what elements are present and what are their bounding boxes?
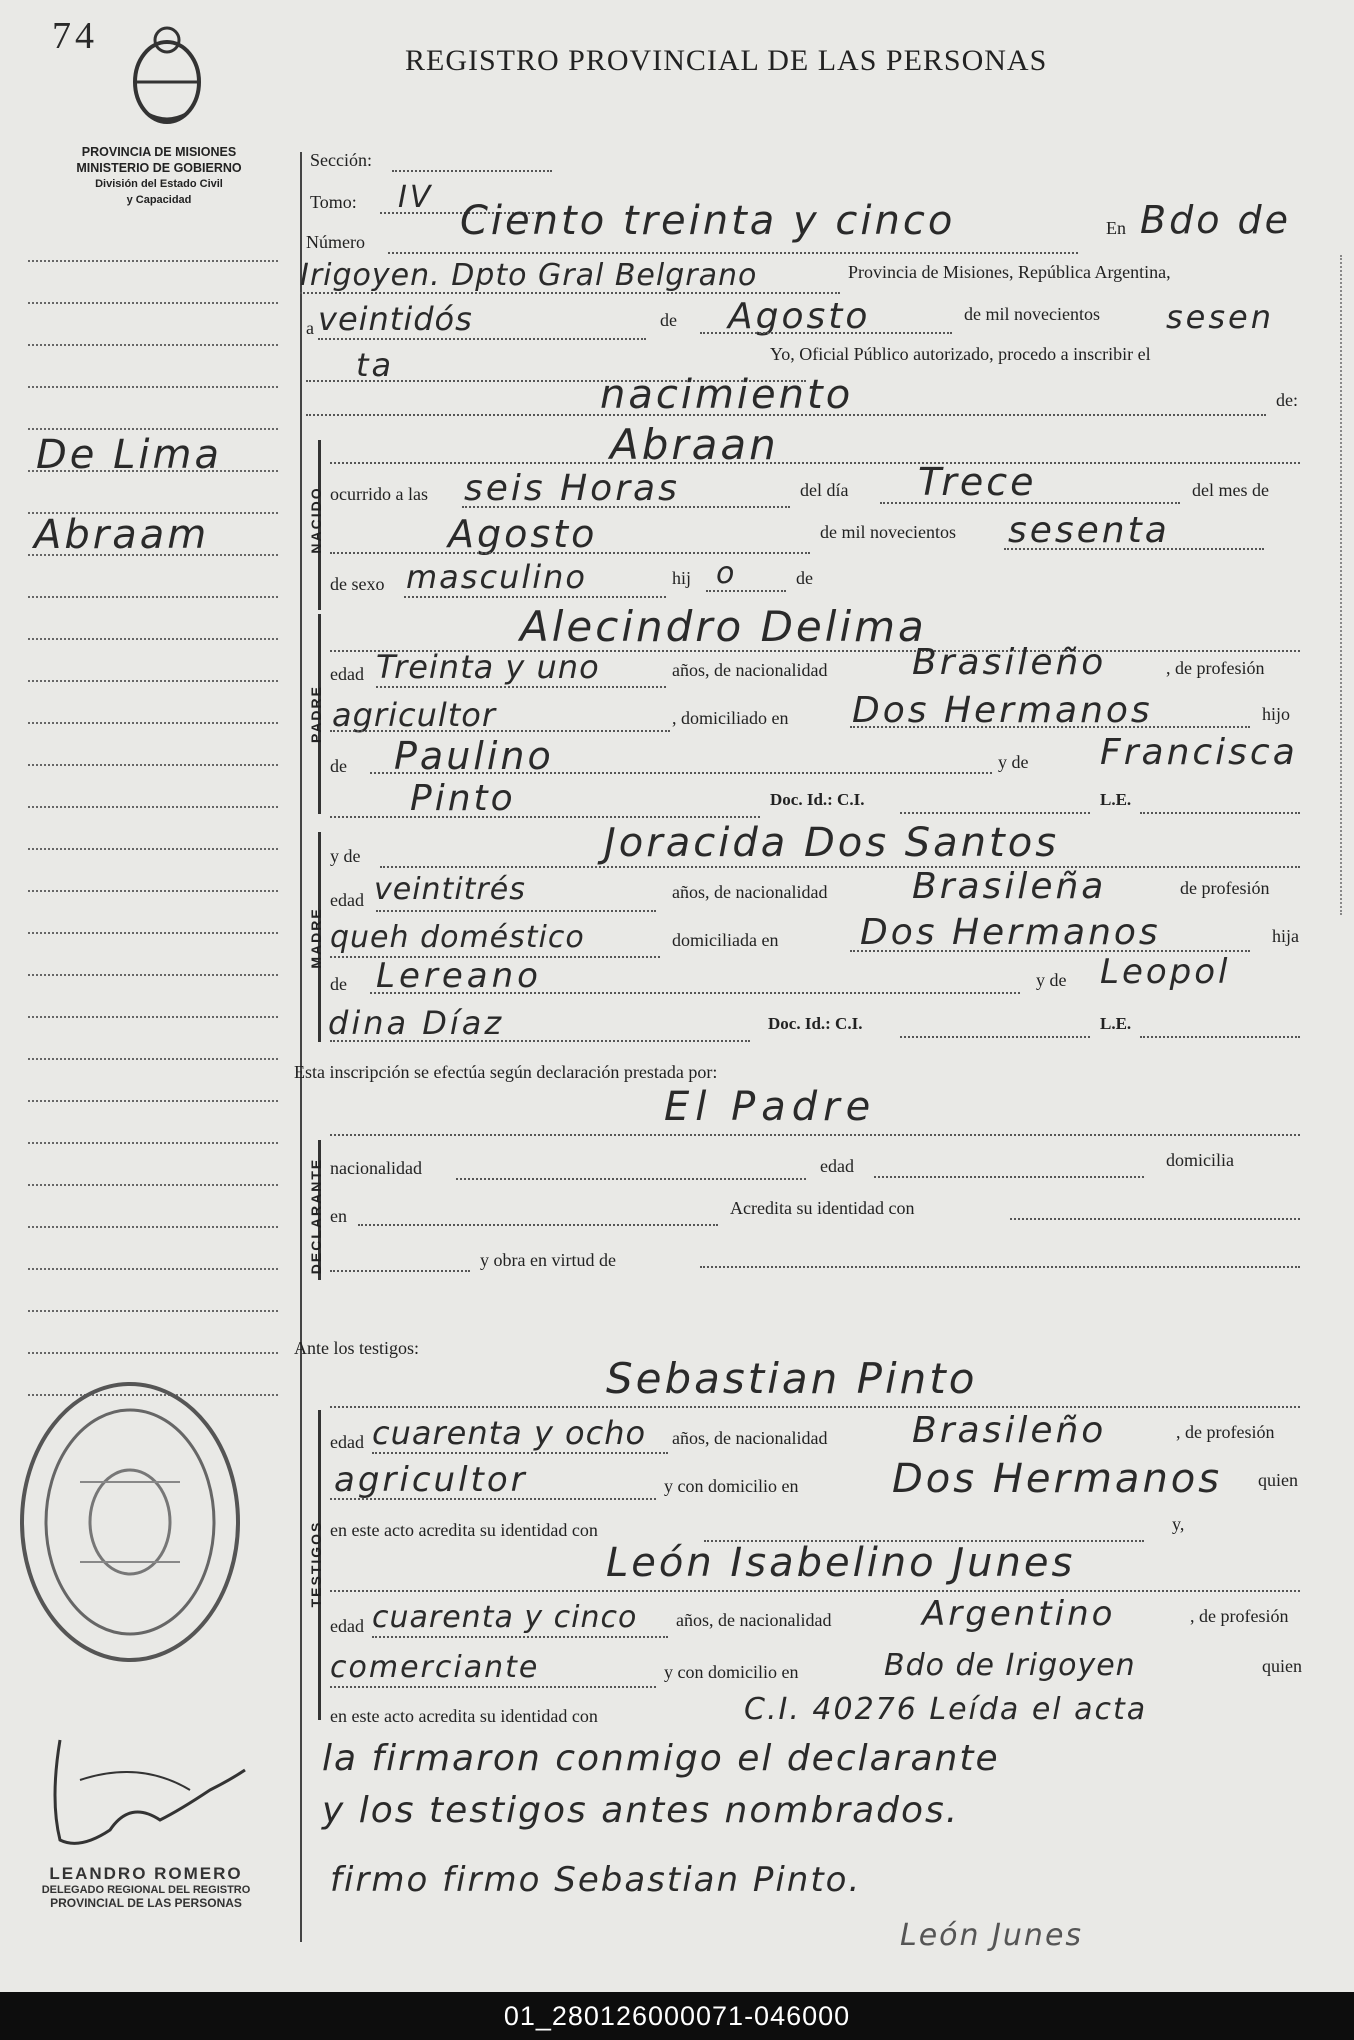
w2-quien-label: quien [1262, 1656, 1302, 1676]
agency-line: División del Estado Civil [95, 178, 223, 190]
padre-hijo-label: hijo [1262, 704, 1291, 724]
officer-block [6, 1864, 286, 1910]
madre-dom-value: Dos Hermanos [860, 912, 1161, 953]
agency-line: MINISTERIO DE GOBIERNO [76, 161, 242, 175]
mother-name: Joracida Dos Santos [604, 820, 1060, 866]
witness2-name: León Isabelino Junes [606, 1540, 1076, 1586]
madre-yde-label2: y de [1036, 970, 1067, 990]
padre-de-label: de [330, 756, 347, 776]
seccion-label: Sección: [310, 150, 372, 170]
del-dia-label: del día [800, 480, 849, 500]
w2-nac-value: Argentino [922, 1594, 1116, 1634]
w1-acredita-label: en este acto acredita su identidad con [330, 1520, 598, 1540]
signature-line: firmo firmo Sebastian Pinto. [330, 1860, 862, 1900]
ocurrido-label: ocurrido a las [330, 484, 428, 504]
sexo-value: masculino [406, 558, 587, 596]
w1-y-label: y, [1172, 1514, 1185, 1534]
madre-section-label: MADRE [308, 907, 324, 969]
agency-line: y Capacidad [126, 194, 192, 206]
madre-de-label: de [330, 974, 347, 994]
padre-edad-label: edad [330, 664, 364, 684]
padre-doc-label: Doc. Id.: C.I. [770, 790, 865, 809]
w2-acredita-label: en este acto acredita su identidad con [330, 1706, 598, 1726]
page-title: REGISTRO PROVINCIAL DE LAS PERSONAS [405, 44, 1048, 77]
decl-en-label: en [330, 1206, 347, 1226]
madre-le-label: L.E. [1100, 1014, 1132, 1033]
w2-edad-label: edad [330, 1616, 364, 1636]
closing-line-2: y los testigos antes nombrados. [322, 1790, 960, 1831]
w1-dom-label: y con domicilio en [664, 1476, 799, 1496]
de-label-nacido: de [796, 568, 813, 588]
padre-prof-label: , de profesión [1166, 658, 1265, 678]
madre-prof-label: de profesión [1180, 878, 1270, 898]
decl-obra-label: y obra en virtud de [480, 1250, 616, 1270]
year-label-birth: de mil novecientos [820, 522, 956, 542]
agency-block [30, 144, 288, 208]
sexo-label: de sexo [330, 574, 385, 594]
officer-title: DELEGADO REGIONAL DEL REGISTRO [41, 1884, 251, 1896]
madre-hija-label: hija [1272, 926, 1299, 946]
numero-label: Número [306, 232, 365, 252]
padre-mother-value-cont: Pinto [410, 778, 516, 819]
officer-signature-icon [20, 1720, 250, 1860]
act-type-value: nacimiento [600, 372, 854, 418]
de-colon-label: de: [1276, 390, 1298, 410]
madre-nac-label: años, de nacionalidad [672, 882, 828, 902]
w2-dom-label: y con domicilio en [664, 1662, 799, 1682]
madre-yde-label: y de [330, 846, 361, 866]
w2-dom-value: Bdo de Irigoyen [884, 1648, 1136, 1683]
witness1-name: Sebastian Pinto [606, 1354, 978, 1403]
numero-value: Ciento treinta y cinco [460, 198, 956, 244]
madre-doc-label: Doc. Id.: C.I. [768, 1014, 863, 1033]
page-number: 74 [52, 15, 98, 57]
declarante-value: El Padre [664, 1084, 877, 1130]
w1-nac-value: Brasileño [912, 1410, 1107, 1451]
padre-dom-value: Dos Hermanos [852, 690, 1153, 731]
en-label: En [1106, 218, 1126, 238]
de-label: de [660, 310, 677, 330]
decl-dom-label: domicilia [1166, 1150, 1234, 1170]
declarante-section-label: DECLARANTE [308, 1157, 324, 1275]
officer-title: PROVINCIAL DE LAS PERSONAS [50, 1896, 242, 1910]
madre-edad-label: edad [330, 890, 364, 910]
padre-le-label: L.E. [1100, 790, 1132, 809]
document-id-footer: 01_280126000071-046000 [0, 1992, 1354, 2040]
w2-doc-value: C.I. 40276 Leída el acta [744, 1692, 1148, 1727]
witness2-signature: León Junes [900, 1918, 1084, 1953]
w1-dom-value: Dos Hermanos [892, 1456, 1223, 1502]
w1-edad-value: cuarenta y ocho [372, 1414, 647, 1452]
testigos-intro: Ante los testigos: [294, 1338, 419, 1358]
officer-name: LEANDRO ROMERO [49, 1864, 243, 1883]
year-label: de mil novecientos [964, 304, 1100, 324]
place-value-cont: Irigoyen. Dpto Gral Belgrano [300, 258, 758, 293]
w2-nac-label: años, de nacionalidad [676, 1610, 832, 1630]
del-mes-label: del mes de [1192, 480, 1269, 500]
father-name: Alecindro Delima [520, 602, 927, 651]
padre-prof-value: agricultor [332, 696, 497, 734]
oficial-text: Yo, Oficial Público autorizado, procedo a inscribir el [770, 344, 1151, 364]
tomo-value: IV [398, 180, 434, 215]
nacido-section-label: NACIDO [308, 486, 324, 554]
dia-value: Trece [918, 460, 1037, 504]
margin-given-name: Abraam [34, 512, 210, 558]
padre-mother-value: Francisca [1100, 732, 1298, 773]
hij-value: o [716, 556, 738, 591]
padre-section-label: PADRE [308, 685, 324, 743]
padre-nac-value: Brasileño [912, 642, 1107, 683]
madre-dom-label: domiciliada en [672, 930, 779, 950]
a-label: a [306, 318, 314, 338]
padre-nac-label: años, de nacionalidad [672, 660, 828, 680]
form-border [300, 152, 302, 1942]
year-value-birth: sesenta [1008, 510, 1170, 551]
provincia-text: Provincia de Misiones, República Argentina, [848, 262, 1171, 282]
w1-quien-label: quien [1258, 1470, 1298, 1490]
padre-dom-label: , domiciliado en [672, 708, 789, 728]
month-value: Agosto [728, 296, 871, 337]
place-value: Bdo de [1140, 198, 1292, 242]
madre-prof-value: queh doméstico [330, 920, 585, 955]
official-seal-icon [10, 1372, 250, 1672]
horas-value: seis Horas [464, 468, 680, 509]
year-value: sesen [1166, 298, 1274, 336]
newborn-name: Abraan [610, 420, 779, 469]
form-border-right [1340, 255, 1342, 915]
day-value: veintidós [318, 300, 473, 338]
tomo-label: Tomo: [310, 192, 357, 212]
w2-prof-label: , de profesión [1190, 1606, 1289, 1626]
decl-acredita-label: Acredita su identidad con [730, 1198, 915, 1218]
madre-nac-value: Brasileña [912, 866, 1107, 907]
decl-edad-label: edad [820, 1156, 854, 1176]
decl-nac-label: nacionalidad [330, 1158, 422, 1178]
agency-line: PROVINCIA DE MISIONES [81, 145, 237, 159]
declarante-intro: Esta inscripción se efectúa según declaración prestada por: [294, 1062, 718, 1082]
w2-prof-value: comerciante [330, 1650, 540, 1685]
w1-prof-label: , de profesión [1176, 1422, 1275, 1442]
madre-edad-value: veintitrés [374, 872, 526, 907]
testigos-section-label: TESTIGOS [308, 1520, 324, 1608]
closing-line-1: la firmaron conmigo el declarante [322, 1738, 1000, 1779]
hij-label: hij [672, 568, 692, 588]
padre-edad-value: Treinta y uno [376, 648, 600, 686]
w1-prof-value: agricultor [334, 1460, 528, 1500]
padre-father-value: Paulino [394, 734, 554, 778]
mes-value: Agosto [448, 512, 598, 556]
margin-surname: De Lima [36, 432, 222, 478]
madre-mother-value-cont: dina Díaz [328, 1004, 505, 1042]
madre-father-value: Lereano [376, 956, 542, 996]
w1-nac-label: años, de nacionalidad [672, 1428, 828, 1448]
madre-mother-value: Leopol [1100, 952, 1231, 992]
w1-edad-label: edad [330, 1432, 364, 1452]
year-value-cont: ta [356, 346, 395, 384]
coat-of-arms-icon [122, 24, 212, 128]
padre-yde-label: y de [998, 752, 1029, 772]
w2-edad-value: cuarenta y cinco [372, 1600, 638, 1635]
